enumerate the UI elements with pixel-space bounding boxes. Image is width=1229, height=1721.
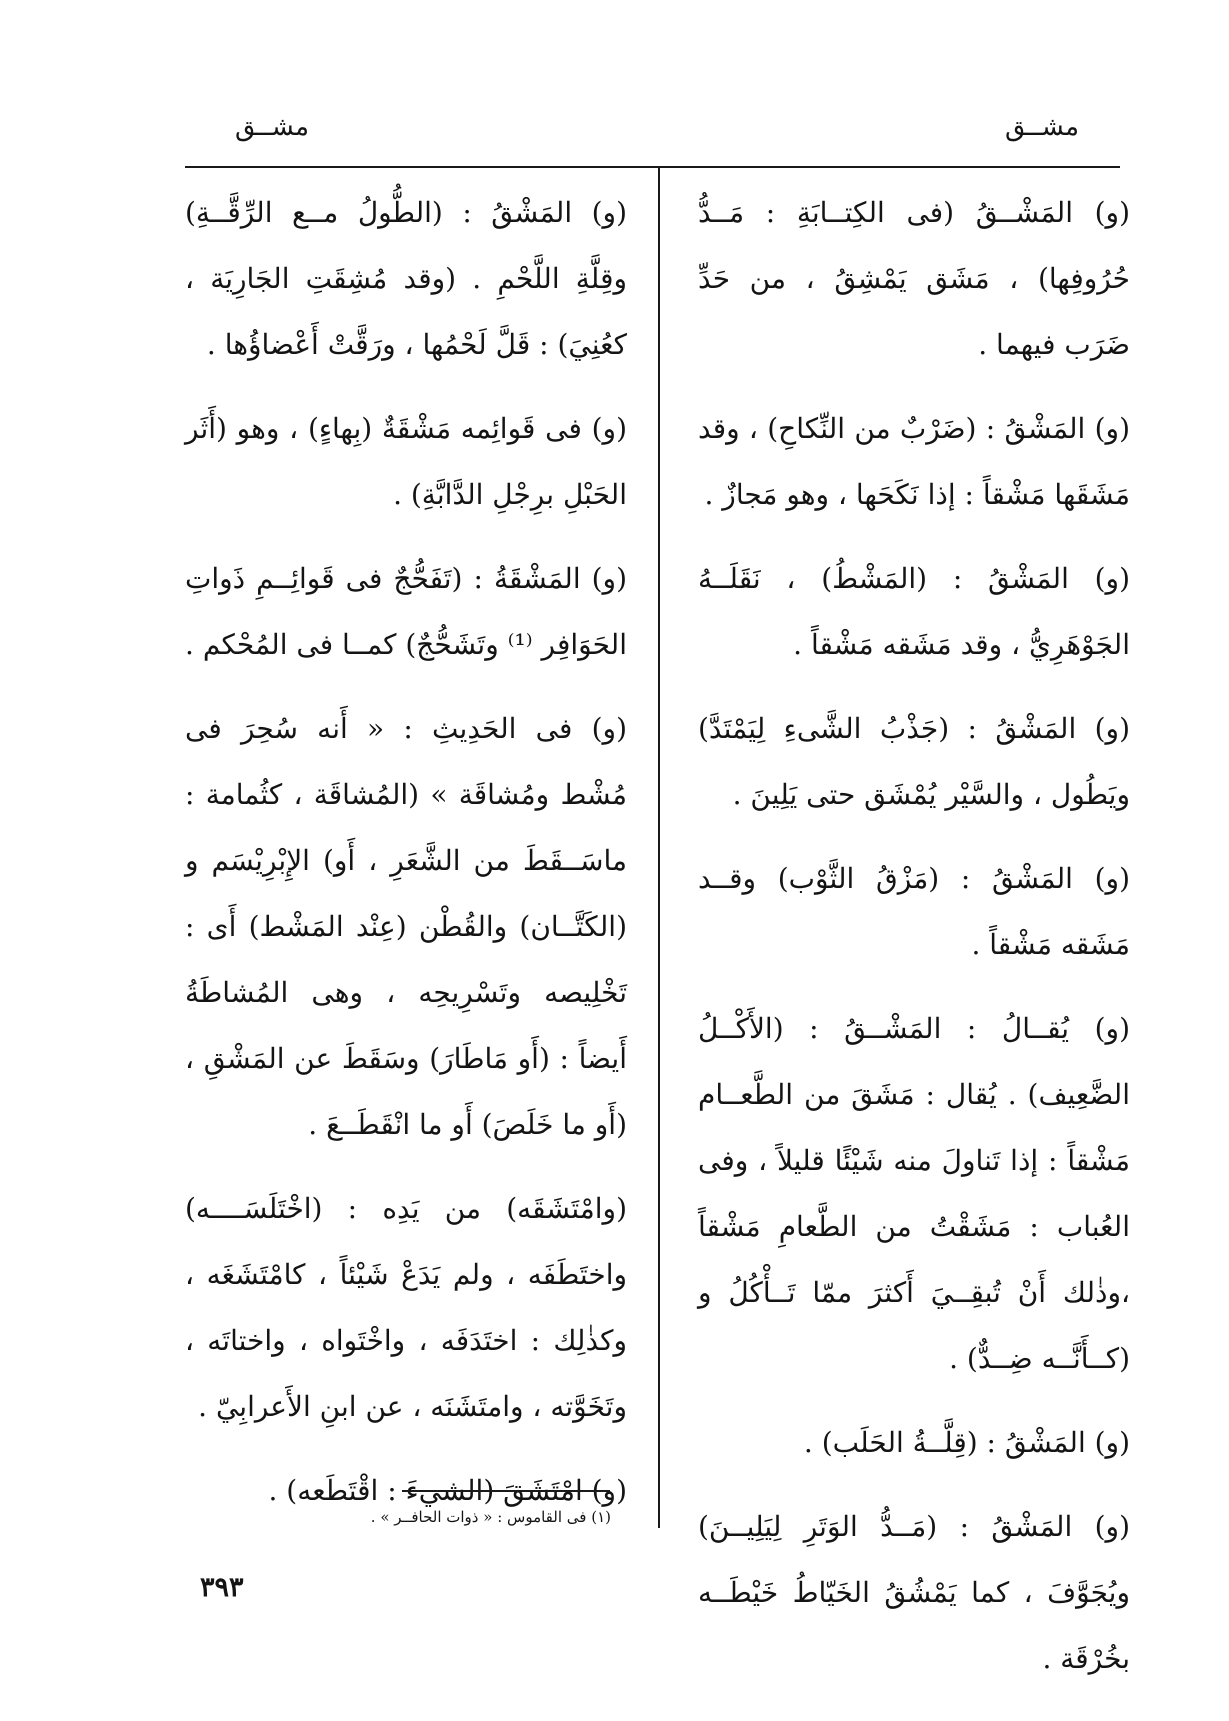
right-column [698, 180, 1130, 1710]
footnote: (١) فى القاموس : « ذوات الحافــر » . [370, 1508, 611, 1526]
entry-mashqa-tafahhuj: (و) المَشْقَةُ : (تَفَحُّجٌ فى قَوائِــمِ ذَواتِ الحَوَافِر ⁽¹⁾ وتَشَحُّجٌ) كمــا فى المُحْكم . [185, 562, 627, 661]
footnote-rule [402, 1490, 610, 1492]
entry-mashq-kitaba: (و) المَشْــقُ (فى الكِتــابَةِ : مَــدُّ حُرُوفِها) ، مَشَق يَمْشِقُ ، من حَدِّ ضَرَب فيهما . [698, 196, 1130, 361]
entry-imtashaqa-shay: (و) امْتَشَقَ (الشيءَ : اقْتَطَعه) . [268, 1474, 627, 1507]
running-header-right: مشــق [1004, 112, 1079, 142]
entry-mashq-nikah: (و) المَشْقُ : (ضَرْبٌ من النِّكاحِ) ، وقد مَشَقَها مَشْقاً : إذا نَكَحَها ، وهو مَجازٌ . [698, 412, 1130, 511]
running-header-left: مشــق [235, 112, 310, 142]
entry-mashq-halab: (و) المَشْقُ : (قِلَّــةُ الحَلَب) . [803, 1426, 1130, 1459]
entry-mashq-watar: (و) المَشْقُ : (مَــدُّ الوَتَرِ لِيَلِيــنَ) ويُجَوَّفَ ، كما يَمْشُقُ الخَيّاطُ خَيْطَــه بخُرْقَة . [698, 1510, 1130, 1675]
left-column [185, 180, 627, 1542]
entry-hadith-mushaqa: (و) فى الحَدِيثِ : « أَنه سُحِرَ فى مُشْط ومُشاقَة » (المُشاقَة ، كثُمامة : ماسَــقَطَ من الشَّعَرِ ، أَو) الإِبْرِيْسَم و (الكَتَّــان) والقُطْن (عِنْد المَشْط) أَى : تَخْلِيصه وتَسْرِيحِه ، وهى المُشاطَةُ أَيضاً : (أَو مَاطَارَ) وسَقَطَ عن المَشْقِ ، (أَو ما خَلَصَ) أَو ما انْقَطَــعَ . [185, 712, 627, 1141]
page-number: ٣٩٣ [200, 1572, 244, 1603]
column-divider [658, 168, 660, 1528]
entry-mashq-masht: (و) المَشْقُ : (المَشْطُ) ، نَقَلَــهُ الجَوْهَرِيُّ ، وقد مَشَقه مَشْقاً . [698, 562, 1130, 661]
entry-imtashaqa: (وامْتَشَقَه) من يَدِه : (اخْتَلَسَــــه) واختَطَفَه ، ولم يَدَعْ شَيْئاً ، كامْتَشَغَه ، وكذٰلِك : اختَدَفَه ، واخْتَواه ، واختاتَه ، وتَخَوَّته ، وامتَشَنَه ، عن ابنِ الأَعرابِيّ . [185, 1192, 627, 1423]
entry-mashq-akl: (و) يُقــالُ : المَشْــقُ : (الأَكْــلُ الضَّعِيف) . يُقال : مَشَقَ من الطَّعــام مَشْقاً : إذا تَناولَ منه شَيْئًا قليلاً ، وفى العُباب : مَشَقْتُ من الطَّعامِ مَشْقاً ،وذٰلك أَنْ تُبقِــيَ أَكثرَ ممّا تَــأْكُلُ و (كــأَنَّــه ضِــدٌّ) . [698, 1012, 1130, 1375]
header-rule [185, 166, 1120, 168]
entry-mashqa-athar: (و) فى قَوائِمه مَشْقَةٌ (بِهاءٍ) ، وهو (أَثَر الحَبْلِ برِجْلِ الدَّابَّةِ) . [185, 412, 627, 511]
entry-mashq-mazq: (و) المَشْقُ : (مَزْقُ الثَّوْب) وقــد مَشَقه مَشْقاً . [698, 862, 1130, 961]
entry-mashq-tul: (و) المَشْقُ : (الطُّولُ مــع الرِّقَّــةِ) وقِلَّةِ اللَّحْمِ . (وقد مُشِقَتِ الجَارِيَة ، كعُنِيَ) : قَلَّ لَحْمُها ، ورَقَّتْ أَعْضاؤُها . [185, 196, 627, 361]
entry-mashq-jadhb: (و) المَشْقُ : (جَذْبُ الشَّىءِ لِيَمْتَدَّ) ويَطُول ، والسَّيْر يُمْشَق حتى يَلِينَ . [698, 712, 1130, 811]
